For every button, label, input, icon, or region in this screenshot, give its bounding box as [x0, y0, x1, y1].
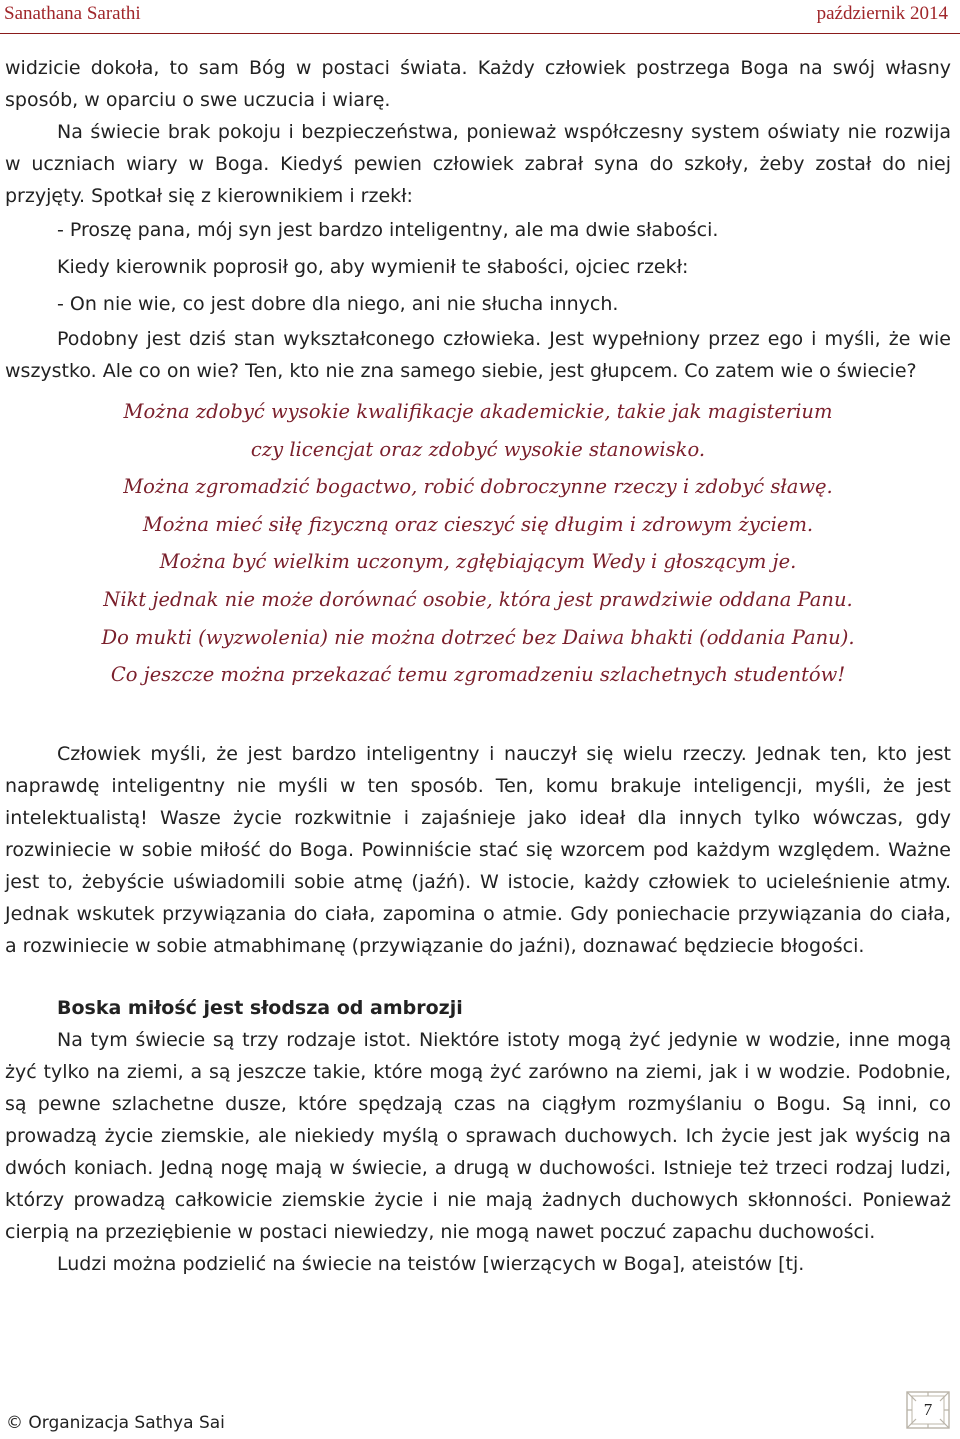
paragraph-2: Na świecie brak pokoju i bezpieczeństwa, ponieważ współczesny system oświaty nie rozwija w uczniach wiary w Boga. Kiedyś pewien człowiek zabrał syna do szkoły, żeby został do niej przyjęty. Spotkał się z kierownikiem i rzekł: — [5, 121, 951, 207]
paragraph-5: Na tym świecie są trzy rodzaje istot. Niektóre istoty mogą żyć jedynie w wodzie, inne mogą żyć tylko na ziemi, a są jeszcze takie, które mogą żyć zarówno na ziemi, jak i w wodzie. Podobnie, są pewne szlachetne dusze, które spędzają czas na ciągłym rozmyślaniu o Bogu. Są inni, co prowadzą życie ziemskie, ale niekiedy myślą o sprawach duchowych. Ich życie jest jak wyścig na dwóch koniach. Jedną nogę mają w świecie, a drugą w duchowości. Istnieje też trzeci rodzaj ludzi, którzy prowadzą całkowicie ziemskie życie i nie mają żadnych duchowych skłonności. Ponieważ cierpią na przeziębienie w postaci niewiedzy, nie mogą nawet poczuć zapachu duchowości. — [5, 1028, 951, 1243]
poem-line: Można być wielkim uczonym, zgłębiającym Wedy i głoszącym je. — [159, 550, 797, 574]
article-body — [5, 52, 951, 1280]
poem-line: Nikt jednak nie może dorównać osobie, która jest prawdziwie oddana Panu. — [103, 587, 853, 611]
dialogue-line-3: - On nie wie, co jest dobre dla niego, ani nie słucha innych. — [57, 293, 619, 315]
section-heading: Boska miłość jest słodsza od ambrozji — [57, 996, 463, 1019]
page-header — [0, 0, 960, 34]
magazine-title: Sanathana Sarathi — [4, 3, 141, 24]
dialogue-line-2: Kiedy kierownik poprosił go, aby wymienił te słabości, ojciec rzekł: — [57, 256, 689, 278]
spacer — [5, 694, 951, 738]
poem-line: Co jeszcze można przekazać temu zgromadzeniu szlachetnych studentów! — [110, 663, 846, 687]
paragraph-1: widzicie dokoła, to sam Bóg w postaci świata. Każdy człowiek postrzega Boga na swój własny sposób, w oparciu o swe uczucia i wiarę. — [5, 57, 951, 111]
poem-line: Do mukti (wyzwolenia) nie można dotrzeć bez Daiwa bhakti (oddania Panu). — [101, 625, 855, 649]
paragraph-4: Człowiek myśli, że jest bardzo inteligentny i nauczył się wielu rzeczy. Jednak ten, kto jest naprawdę inteligentny nie myśli w ten sposób. Ten, komu brakuje inteligencji, myśli, że jest intelektualistą! Wasze życie rozkwitnie i zajaśnieje jako ideał dla innych tylko wówczas, gdy rozwiniecie w sobie miłość do Boga. Powinniście stać się wzorcem pod każdym względem. Ważne jest to, żebyście uświadomili sobie atmę (jaźń). W istocie, każdy człowiek to ucieleśnienie atmy. Jednak wskutek przywiązania do ciała, zapomina o atmie. Gdy poniechacie przywiązania do ciała, a rozwiniecie w sobie atmabhimanę (przywiązanie do jaźni), doznawać będziecie błogości. — [5, 742, 951, 957]
paragraph-3: Podobny jest dziś stan wykształconego człowieka. Jest wypełniony przez ego i myśli, że wie wszystko. Ale co on wie? Ten, kto nie zna samego siebie, jest głupcem. Co zatem wie o świecie? — [5, 328, 951, 382]
poem-line: Można zgromadzić bogactwo, robić dobroczynne rzeczy i zdobyć sławę. — [123, 475, 833, 499]
copyright-notice: © Organizacja Sathya Sai — [6, 1413, 225, 1433]
poem-block — [5, 393, 951, 694]
dialogue-line-1: - Proszę pana, mój syn jest bardzo inteligentny, ale ma dwie słabości. — [57, 219, 719, 241]
paragraph-6: Ludzi można podzielić na świecie na teistów [wierzących w Boga], ateistów [tj. — [57, 1252, 805, 1275]
poem-line: Można zdobyć wysokie kwalifikacje akademickie, takie jak magisterium — [123, 400, 833, 423]
page-number: 7 — [923, 1400, 933, 1419]
issue-date: październik 2014 — [816, 3, 948, 24]
poem-line: czy licencjat oraz zdobyć wysokie stanowisko. — [250, 437, 706, 461]
poem-line: Można mieć siłę fizyczną oraz cieszyć się długim i zdrowym życiem. — [142, 512, 814, 536]
